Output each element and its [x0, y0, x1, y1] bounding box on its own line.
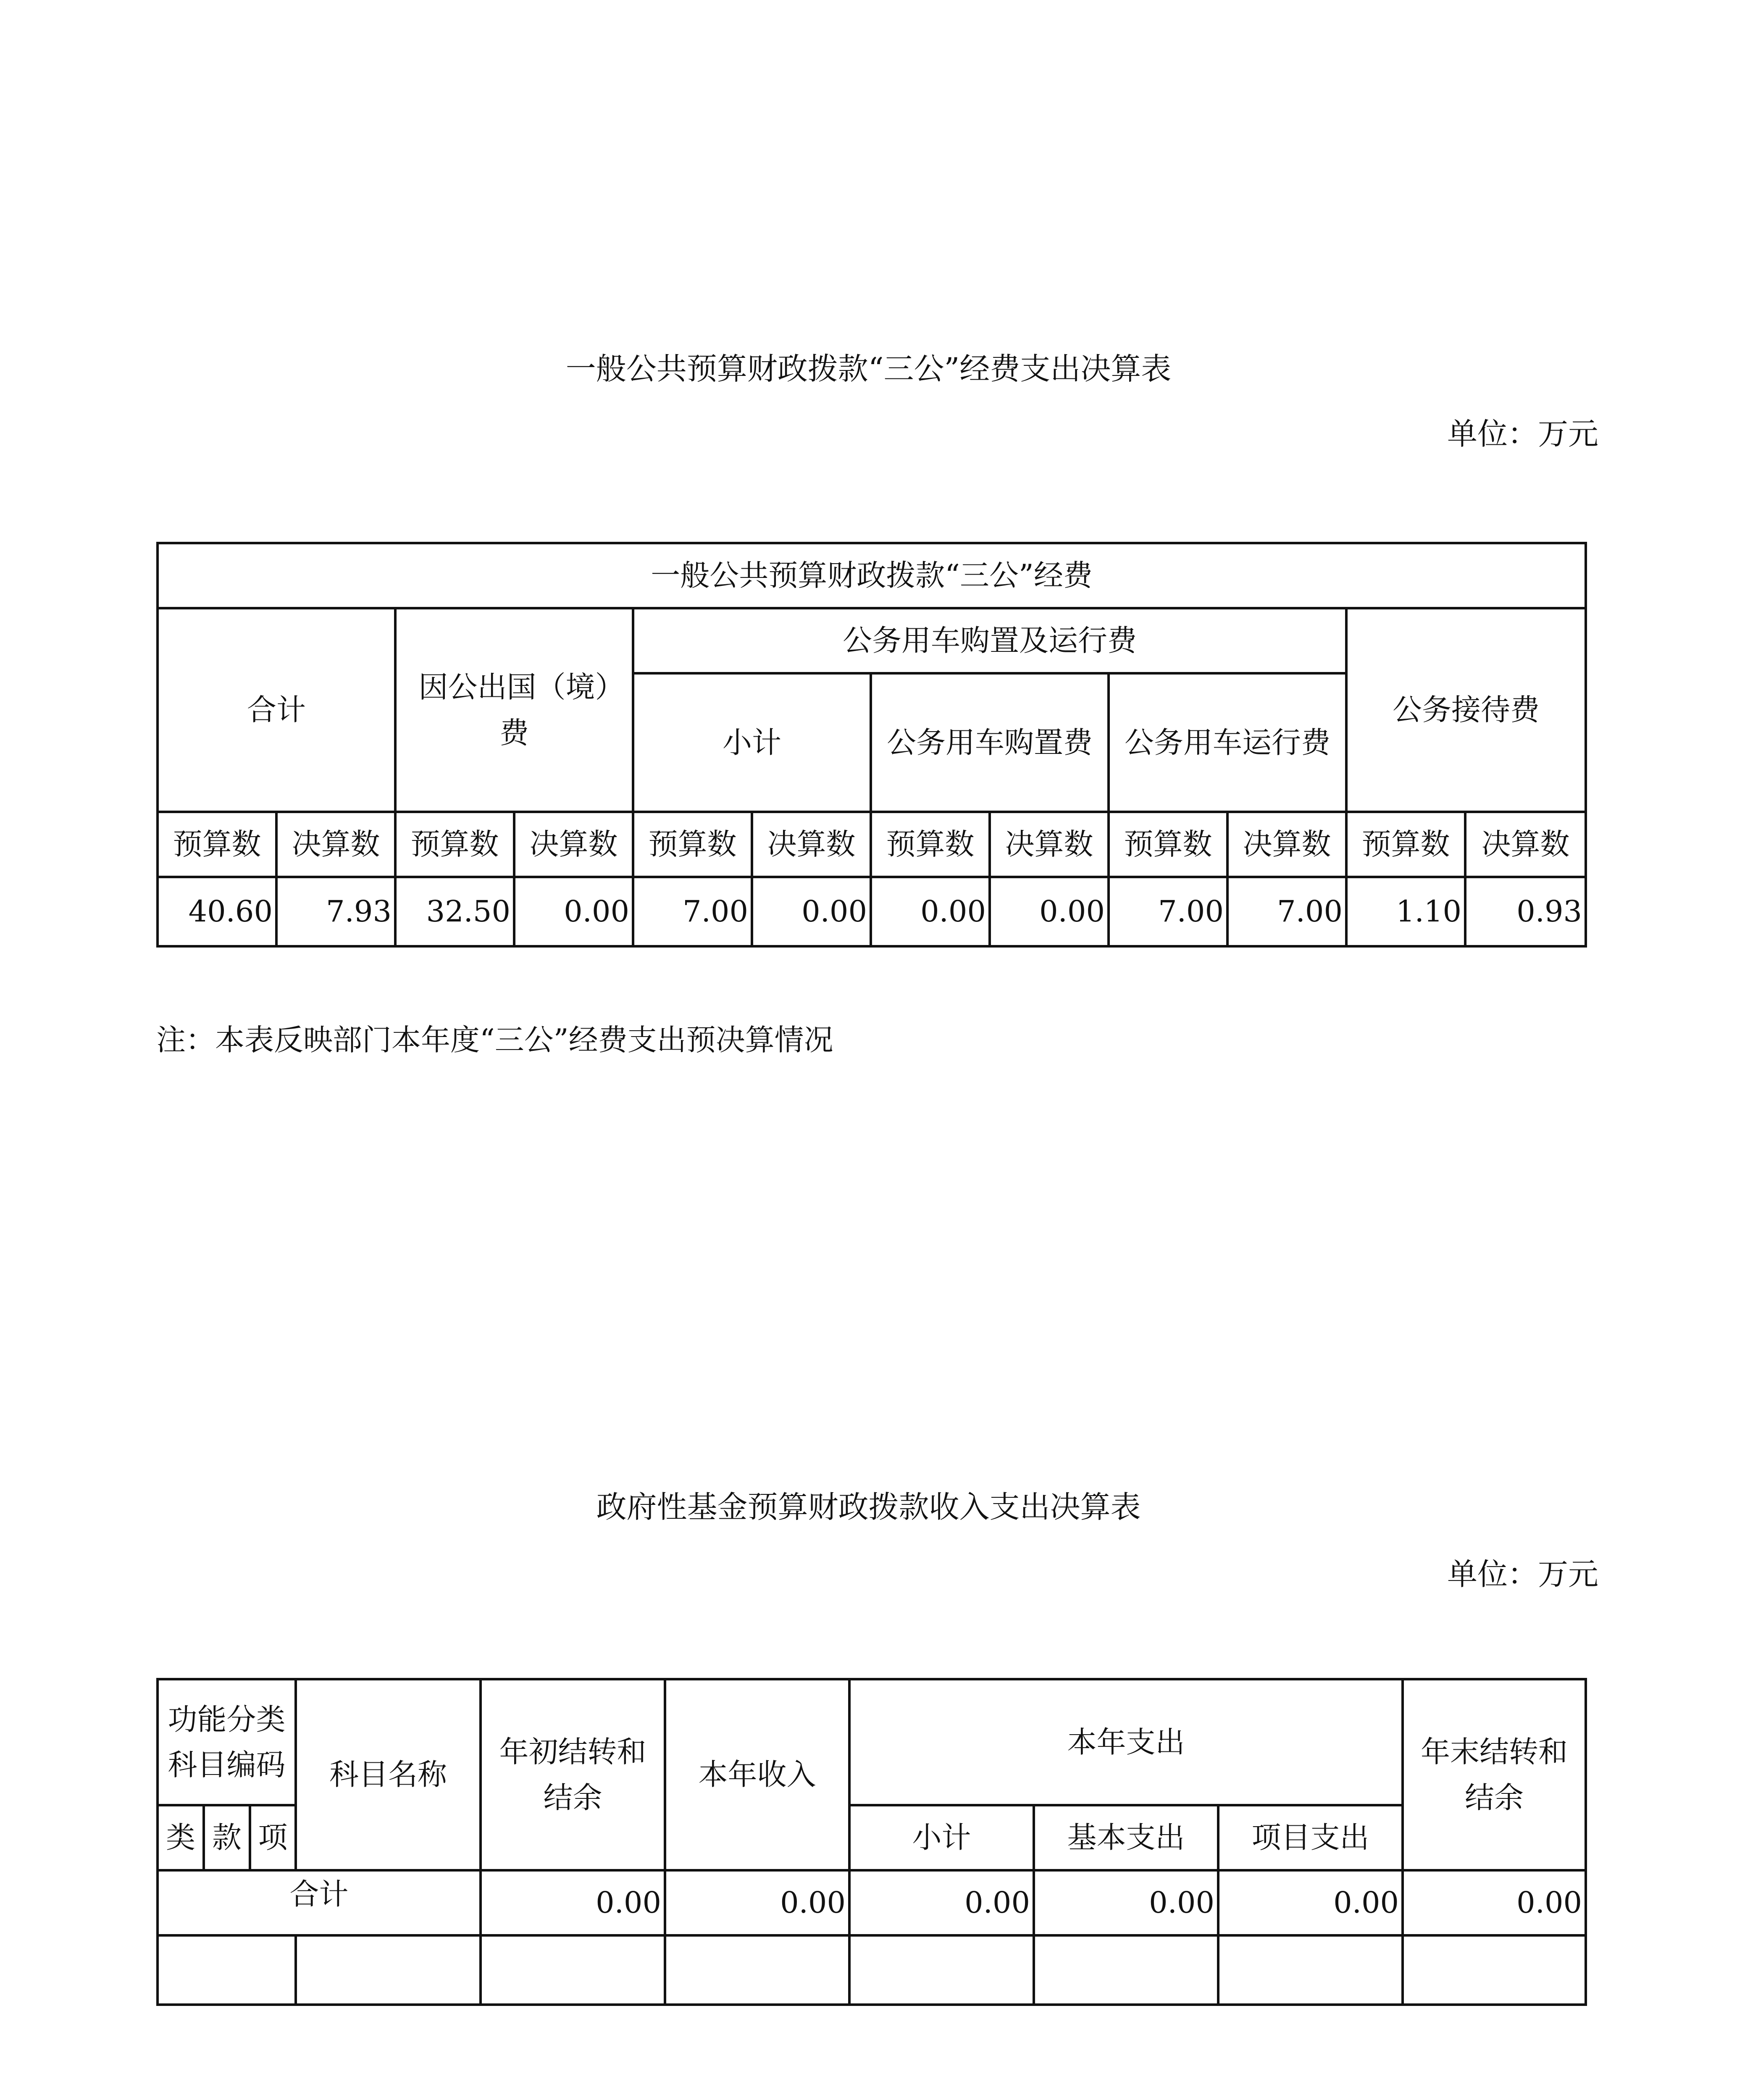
budget-label: 预算数 — [633, 812, 752, 877]
value-vehicle-subtotal-budget: 7.00 — [633, 877, 752, 946]
header-vehicle-purchase: 公务用车购置费 — [871, 673, 1109, 812]
header-kuan: 款 — [204, 1805, 250, 1870]
header-end-balance: 年末结转和结余 — [1403, 1679, 1586, 1870]
final-label: 决算数 — [990, 812, 1109, 877]
header-vehicle: 公务用车购置及运行费 — [633, 608, 1346, 673]
total-basic-expense: 0.00 — [1034, 1870, 1218, 1935]
empty-cell — [665, 1935, 849, 2005]
budget-label: 预算数 — [158, 812, 276, 877]
header-vehicle-subtotal: 小计 — [633, 673, 871, 812]
table2-title: 政府性基金预算财政拨款收入支出决算表 — [596, 1489, 1141, 1525]
header-total: 合计 — [158, 608, 395, 812]
value-reception-budget: 1.10 — [1346, 877, 1465, 946]
value-abroad-final: 0.00 — [514, 877, 633, 946]
table1-unit: 单位：万元 — [1447, 416, 1598, 452]
final-label: 决算数 — [276, 812, 395, 877]
total-project-expense: 0.00 — [1218, 1870, 1403, 1935]
total-begin-balance: 0.00 — [481, 1870, 665, 1935]
empty-cell — [849, 1935, 1034, 2005]
total-current-income: 0.00 — [665, 1870, 849, 1935]
header-vehicle-operation: 公务用车运行费 — [1109, 673, 1346, 812]
header-reception: 公务接待费 — [1346, 608, 1586, 812]
final-label: 决算数 — [1227, 812, 1346, 877]
header-expense-subtotal: 小计 — [849, 1805, 1034, 1870]
header-abroad: 因公出国（境）费 — [395, 608, 633, 812]
empty-cell — [1403, 1935, 1586, 2005]
value-vehicle-purchase-budget: 0.00 — [871, 877, 990, 946]
value-total-final: 7.93 — [276, 877, 395, 946]
header-basic-expense: 基本支出 — [1034, 1805, 1218, 1870]
value-reception-final: 0.93 — [1465, 877, 1586, 946]
header-lei: 类 — [158, 1805, 204, 1870]
value-vehicle-operation-budget: 7.00 — [1109, 877, 1227, 946]
header-begin-balance: 年初结转和结余 — [481, 1679, 665, 1870]
total-end-balance: 0.00 — [1403, 1870, 1586, 1935]
value-vehicle-purchase-final: 0.00 — [990, 877, 1109, 946]
empty-cell — [1218, 1935, 1403, 2005]
header-current-income: 本年收入 — [665, 1679, 849, 1870]
value-vehicle-operation-final: 7.00 — [1227, 877, 1346, 946]
gov-fund-table — [156, 1678, 1587, 2006]
empty-cell — [296, 1935, 481, 2005]
header-xiang: 项 — [250, 1805, 296, 1870]
final-label: 决算数 — [752, 812, 871, 877]
table1-header-main: 一般公共预算财政拨款“三公”经费 — [158, 543, 1586, 608]
budget-label: 预算数 — [871, 812, 990, 877]
total-expense-subtotal: 0.00 — [849, 1870, 1034, 1935]
header-subject-name: 科目名称 — [296, 1679, 481, 1870]
table1-title: 一般公共预算财政拨款“三公”经费支出决算表 — [565, 351, 1172, 386]
value-total-budget: 40.60 — [158, 877, 276, 946]
header-func-code: 功能分类科目编码 — [158, 1679, 296, 1805]
table1-note: 注：本表反映部门本年度“三公”经费支出预决算情况 — [156, 1023, 833, 1057]
budget-label: 预算数 — [1346, 812, 1465, 877]
table2-note — [156, 2094, 1185, 2100]
final-label: 决算数 — [1465, 812, 1586, 877]
budget-label: 预算数 — [395, 812, 514, 877]
budget-label: 预算数 — [1109, 812, 1227, 877]
three-public-expense-table — [156, 542, 1587, 948]
header-project-expense: 项目支出 — [1218, 1805, 1403, 1870]
table2-unit: 单位：万元 — [1447, 1557, 1598, 1592]
total-label: 合计 — [158, 1870, 481, 1935]
header-current-expense: 本年支出 — [849, 1679, 1403, 1805]
value-abroad-budget: 32.50 — [395, 877, 514, 946]
empty-cell — [1034, 1935, 1218, 2005]
final-label: 决算数 — [514, 812, 633, 877]
empty-cell — [481, 1935, 665, 2005]
empty-cell — [158, 1935, 296, 2005]
value-vehicle-subtotal-final: 0.00 — [752, 877, 871, 946]
